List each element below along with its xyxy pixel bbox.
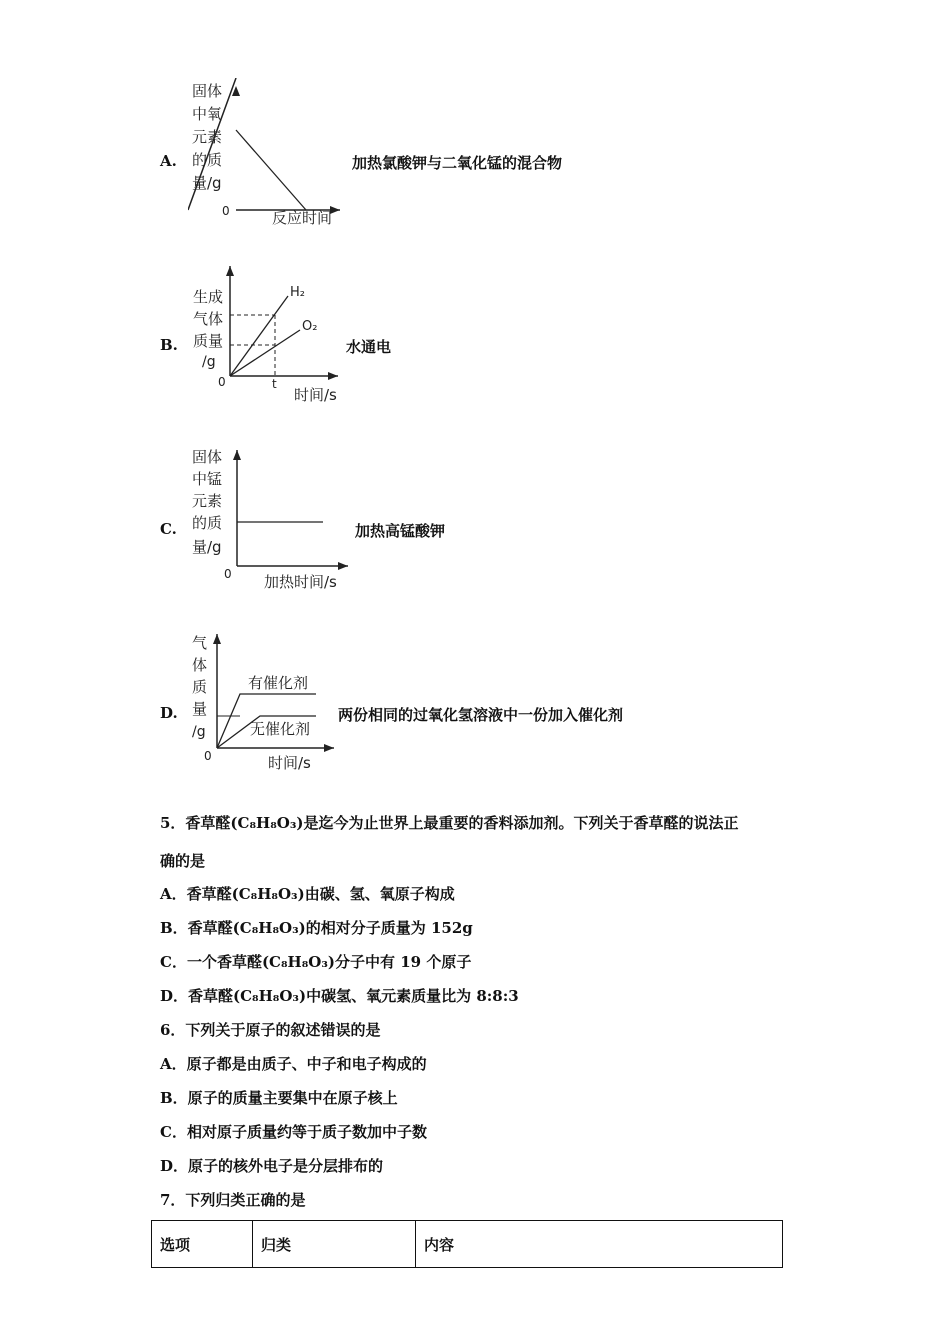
q6-option-a: A．原子都是由质子、中子和电子构成的 — [160, 1055, 427, 1073]
option-a-letter: A. — [160, 152, 177, 170]
table-header-row — [152, 1221, 783, 1268]
option-c-letter: C. — [160, 520, 177, 538]
q5-option-c: C．一个香草醛(C₈H₈O₃)分子中有 19 个原子 — [160, 953, 472, 971]
h2-label: H₂ — [290, 285, 305, 300]
no-catalyst-label: 无催化剂 — [250, 720, 311, 738]
x-axis-label: 时间/s — [294, 386, 337, 404]
origin-label: 0 — [224, 567, 232, 581]
h2-line — [230, 296, 288, 376]
q6-option-d: D．原子的核外电子是分层排布的 — [160, 1157, 384, 1175]
y-label-line: 气 — [192, 634, 208, 652]
table-header-cell: 选项 — [152, 1221, 253, 1268]
y-label-line: 的质 — [192, 151, 223, 169]
q7-stem: 7．下列归类正确的是 — [160, 1191, 306, 1209]
data-line — [236, 130, 306, 210]
y-label-line: /g — [192, 724, 206, 740]
q6-stem: 6．下列关于原子的叙述错误的是 — [160, 1021, 381, 1039]
q5-stem-line1: 5．香草醛(C₈H₈O₃)是迄今为止世界上最重要的香料添加剂。下列关于香草醛的说法正 — [160, 814, 739, 832]
y-label-line: 中氧 — [192, 105, 223, 123]
option-a-graph — [188, 78, 348, 228]
y-label-line: 固体 — [192, 448, 223, 466]
q5-option-b: B．香草醛(C₈H₈O₃)的相对分子质量为 152g — [160, 919, 473, 937]
origin-label: 0 — [218, 375, 226, 389]
x-axis-label: 时间/s — [268, 754, 311, 772]
x-axis-label: 加热时间/s — [264, 573, 337, 591]
y-label-line: 元素 — [192, 128, 223, 146]
y-label-line: 量/g — [192, 538, 222, 556]
o2-line — [230, 330, 300, 376]
y-label-line: 生成 — [193, 288, 224, 306]
option-a-caption: 加热氯酸钾与二氧化锰的混合物 — [352, 154, 563, 172]
y-label-line: 固体 — [192, 82, 223, 100]
option-b-letter: B. — [160, 336, 178, 354]
q6-option-b: B．原子的质量主要集中在原子核上 — [160, 1089, 398, 1107]
y-label-line: /g — [202, 354, 216, 370]
q5-option-d: D．香草醛(C₈H₈O₃)中碳氢、氧元素质量比为 8:8:3 — [160, 987, 519, 1005]
tick-label-t: t — [272, 377, 277, 391]
y-label-line: 质量 — [193, 332, 224, 350]
y-label-line: 质 — [192, 678, 208, 696]
q7-table — [151, 1220, 783, 1268]
o2-label: O₂ — [302, 319, 318, 334]
option-c-caption: 加热高锰酸钾 — [355, 522, 446, 540]
catalyst-label: 有催化剂 — [248, 674, 309, 692]
option-b-caption: 水通电 — [346, 338, 392, 356]
y-label-line: 气体 — [193, 310, 224, 328]
option-d-graph — [188, 630, 348, 775]
origin-label: 0 — [204, 749, 212, 763]
y-label-line: 量 — [192, 700, 208, 718]
option-b-graph — [188, 258, 348, 408]
q5-stem-line2: 确的是 — [160, 852, 206, 870]
option-d-letter: D. — [160, 704, 178, 722]
origin-label: 0 — [222, 204, 230, 218]
table-header-cell: 归类 — [253, 1221, 416, 1268]
y-axis-arrow-icon — [213, 634, 221, 644]
x-axis-arrow-icon — [328, 372, 338, 380]
y-axis-arrow-icon — [226, 266, 234, 276]
x-axis-label: 反应时间 — [272, 209, 333, 227]
x-axis-arrow-icon — [338, 562, 348, 570]
y-label-line: 元素 — [192, 492, 223, 510]
y-axis-arrow-icon — [233, 450, 241, 460]
x-axis-arrow-icon — [324, 744, 334, 752]
table-header-cell: 内容 — [416, 1221, 783, 1268]
y-label-line: 的质 — [192, 514, 223, 532]
option-c-graph — [188, 444, 358, 594]
y-label-line: 体 — [192, 656, 208, 674]
q5-option-a: A．香草醛(C₈H₈O₃)由碳、氢、氧原子构成 — [160, 885, 455, 903]
option-d-caption: 两份相同的过氧化氢溶液中一份加入催化剂 — [338, 706, 624, 724]
q6-option-c: C．相对原子质量约等于质子数加中子数 — [160, 1123, 427, 1141]
y-label-line: 中锰 — [192, 470, 223, 488]
y-label-line: 量/g — [192, 174, 222, 192]
